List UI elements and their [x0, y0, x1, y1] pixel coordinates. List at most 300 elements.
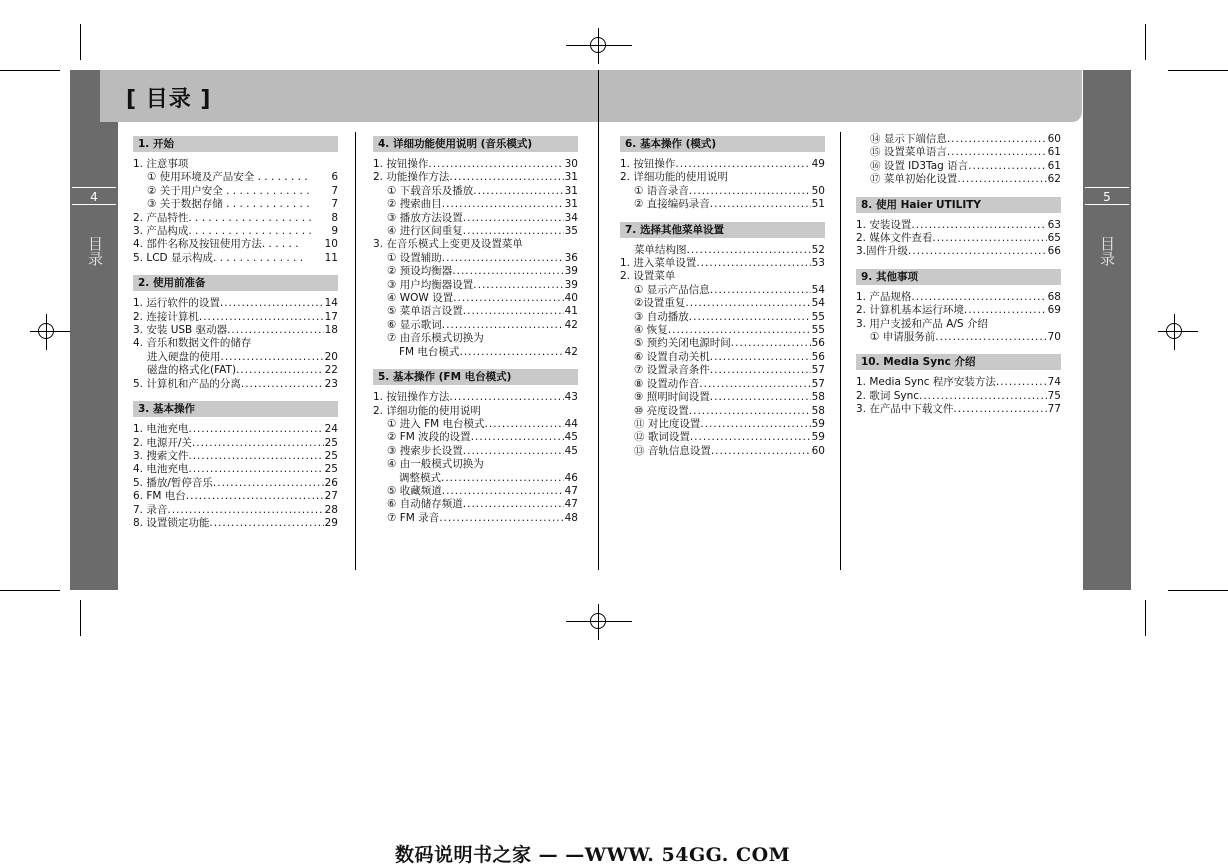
toc-page-number: 46 [564, 471, 578, 484]
toc-entry[interactable] [373, 485, 578, 498]
toc-page-number: 74 [1047, 376, 1061, 389]
toc-page-number: 11 [324, 251, 338, 264]
toc-entry[interactable] [373, 292, 578, 305]
toc-entry-title: 进入硬盘的使用 [147, 350, 221, 363]
toc-entry-title: ③ 用户均衡器设置 [387, 278, 474, 291]
toc-page-number: 54 [811, 297, 825, 310]
toc-page-number: 69 [1047, 304, 1061, 317]
toc-entry[interactable] [620, 431, 825, 444]
toc-entry-title: ⑥ 显示歌词 [387, 318, 442, 331]
toc-entry[interactable] [620, 257, 825, 270]
section-heading: 2. 使用前准备 [133, 275, 338, 291]
toc-entry[interactable] [620, 171, 825, 184]
toc-entry[interactable] [133, 238, 338, 251]
toc-entry[interactable] [373, 198, 578, 211]
dot-leader [241, 378, 324, 391]
section-heading: 5. 基本操作 (FM 电台模式) [373, 369, 578, 385]
toc-page-number: 7 [331, 184, 338, 197]
toc-page-number: 50 [811, 184, 825, 197]
toc-entry-title: ②设置重复 [634, 297, 686, 310]
dot-leader [710, 391, 811, 404]
dot-leader [452, 265, 563, 278]
toc-entry[interactable] [856, 376, 1061, 389]
crop-mark [1168, 590, 1228, 591]
toc-page-number: 77 [1047, 403, 1061, 416]
toc-entry[interactable] [620, 297, 825, 310]
toc-page-number: 26 [324, 476, 338, 489]
toc-entry-title: ⑩ 亮度设置 [634, 404, 689, 417]
toc-entry[interactable] [373, 391, 578, 404]
toc-entry-title: ② 关于用户安全 . . . . . . . . . . . . . [147, 184, 310, 197]
toc-entry-title: 调整模式 [399, 471, 441, 484]
toc-entry[interactable] [373, 238, 578, 251]
toc-entry[interactable] [620, 244, 825, 257]
toc-entry-title: 1. Media Sync 程序安装方法 [856, 376, 996, 389]
dot-leader [442, 198, 564, 211]
toc-page-number: 42 [564, 345, 578, 358]
toc-entry[interactable] [620, 185, 825, 198]
dot-leader [192, 437, 324, 450]
toc-page-number: 29 [324, 516, 338, 529]
dot-leader [428, 158, 563, 171]
toc-entry[interactable] [133, 504, 338, 517]
toc-page-number: 28 [324, 503, 338, 516]
column-divider [598, 70, 599, 570]
toc-page-number: 51 [811, 198, 825, 211]
toc-page-number: 40 [564, 292, 578, 305]
toc-entry-title: 4. 部件名称及按钮使用方法. . . . . . [133, 238, 299, 251]
toc-page-number: 65 [1047, 232, 1061, 245]
dot-leader [711, 445, 811, 458]
toc-entry-title: ③ 自动播放 [634, 310, 689, 323]
toc-entry[interactable] [133, 437, 338, 450]
toc-entry[interactable] [620, 351, 825, 364]
toc-entry[interactable] [373, 346, 578, 359]
toc-entry-title: ⑫ 歌词设置 [634, 431, 690, 444]
toc-page-number: 23 [324, 377, 338, 390]
toc-page-number: 35 [564, 225, 578, 238]
toc-page-number: 10 [324, 238, 338, 251]
toc-entry-title: ⑦ 设置录音条件 [634, 364, 710, 377]
dot-leader [471, 431, 564, 444]
dot-leader [441, 472, 564, 485]
toc-section [856, 354, 1061, 416]
toc-entry-title: 7. 录音 [133, 503, 168, 516]
dot-leader [209, 517, 323, 530]
toc-entry-title: 1. 按钮操作 [620, 158, 676, 170]
toc-entry[interactable] [133, 297, 338, 310]
section-heading: 6. 基本操作 (模式) [620, 136, 825, 152]
toc-page-number: 17 [324, 310, 338, 323]
toc-entry-title: 1. 按钮操作方法 [373, 391, 450, 404]
toc-entry[interactable] [856, 173, 1061, 186]
dot-leader [213, 477, 324, 490]
dot-leader [935, 331, 1046, 344]
toc-entry-title: ① 进入 FM 电台模式 [387, 417, 485, 430]
toc-page-number [484, 332, 485, 345]
toc-entry[interactable] [133, 225, 338, 238]
toc-entry-title: ⑯ 设置 ID3Tag 语言 [870, 159, 969, 172]
toc-entry[interactable] [856, 390, 1061, 403]
toc-entry[interactable] [856, 304, 1061, 317]
toc-entry[interactable] [620, 158, 825, 171]
crop-mark [1145, 24, 1146, 60]
toc-entry[interactable] [620, 391, 825, 404]
dot-leader [968, 160, 1046, 173]
toc-page-number: 20 [324, 350, 338, 363]
dot-leader [700, 418, 810, 431]
dot-leader [453, 292, 564, 305]
toc-entry[interactable] [373, 185, 578, 198]
toc-entry[interactable] [620, 270, 825, 283]
toc-page-number: 7 [331, 198, 338, 211]
toc-page-number: 41 [564, 305, 578, 318]
toc-entry-title: ① 语音录音 [634, 184, 689, 197]
toc-page-number: 9 [331, 225, 338, 238]
toc-entry-title: ② 直接编码录音 [634, 198, 710, 211]
dot-leader [964, 304, 1047, 317]
toc-entry[interactable] [856, 146, 1061, 159]
toc-page-number: 63 [1047, 218, 1061, 231]
toc-page-number: 25 [324, 449, 338, 462]
toc-entry-title: ③ 播放方法设置 [387, 211, 463, 224]
toc-page-number: 27 [324, 490, 338, 503]
toc-page-number [675, 270, 676, 283]
toc-entry-title: 1. 按钮操作 [373, 158, 429, 170]
dot-leader [463, 305, 564, 318]
toc-entry[interactable] [133, 185, 338, 198]
toc-entry-title: ② 预设均衡器 [387, 265, 453, 278]
dot-leader [911, 291, 1046, 304]
crop-mark [80, 24, 81, 60]
toc-entry[interactable] [133, 212, 338, 225]
crop-mark [0, 590, 60, 591]
toc-entry[interactable] [133, 337, 338, 350]
toc-entry[interactable] [133, 311, 338, 324]
toc-entry[interactable] [373, 319, 578, 332]
dot-leader [675, 158, 810, 171]
toc-entry[interactable] [133, 364, 338, 377]
dot-leader [473, 185, 563, 198]
toc-entry[interactable] [373, 171, 578, 184]
toc-page-number: 55 [811, 324, 825, 337]
toc-entry-title: ④ 恢复 [634, 324, 668, 337]
toc-entry[interactable] [620, 198, 825, 211]
toc-column-1 [133, 136, 338, 540]
toc-page-number: 36 [564, 251, 578, 264]
toc-entry[interactable] [133, 171, 338, 184]
toc-entry-title: ⑤ 预约关闭电源时间 [634, 337, 731, 350]
section-heading: 10. Media Sync 介绍 [856, 354, 1061, 370]
dot-leader [236, 364, 324, 377]
toc-entry[interactable] [620, 405, 825, 418]
toc-entry[interactable] [133, 477, 338, 490]
toc-entry-title: 4. 电池充电 [133, 463, 189, 476]
toc-page-number: 48 [564, 511, 578, 524]
dot-leader [463, 212, 564, 225]
toc-page-number [988, 318, 989, 331]
side-label-right: 目录 [1098, 236, 1116, 266]
toc-entry[interactable] [856, 219, 1061, 232]
toc-entry[interactable] [133, 351, 338, 364]
toc-section [856, 197, 1061, 259]
dot-leader [710, 198, 811, 211]
dot-leader [473, 279, 563, 292]
dot-leader [442, 252, 564, 265]
toc-entry-title: 2. 连接计算机 [133, 310, 199, 323]
dot-leader [442, 319, 564, 332]
toc-entry[interactable] [856, 318, 1061, 331]
toc-entry[interactable] [620, 311, 825, 324]
toc-page-number: 34 [564, 211, 578, 224]
toc-entry[interactable] [133, 198, 338, 211]
toc-entry[interactable] [373, 418, 578, 431]
dot-leader [699, 378, 810, 391]
toc-entry[interactable] [856, 160, 1061, 173]
side-label-left: 目录 [86, 236, 104, 266]
toc-entry[interactable] [856, 291, 1061, 304]
toc-entry[interactable] [856, 331, 1061, 344]
dot-leader [687, 244, 811, 257]
toc-entry-title: 1. 注意事项 [133, 158, 189, 170]
header-band [100, 70, 1082, 122]
toc-page-number [251, 337, 252, 350]
column-divider [355, 132, 356, 570]
toc-entry[interactable] [133, 450, 338, 463]
left-side-bar [70, 70, 118, 590]
toc-entry[interactable] [133, 378, 338, 391]
dot-leader [439, 512, 563, 525]
toc-entry-title: 3. 在产品中下载文件 [856, 403, 954, 416]
toc-entry-title: ⑮ 设置菜单语言 [870, 146, 947, 159]
toc-page-number: 60 [811, 444, 825, 457]
section-heading: 4. 详细功能使用说明 (音乐模式) [373, 136, 578, 152]
crop-mark [0, 70, 60, 71]
toc-entry-title: 3. 安装 USB 驱动器 [133, 324, 228, 337]
dot-leader [463, 225, 564, 238]
toc-entry-title: ⑨ 照明时间设置 [634, 391, 710, 404]
dot-leader [668, 324, 811, 337]
toc-entry-title: ⑭ 显示下端信息 [870, 133, 947, 145]
toc-entry-title: ⑤ 收藏频道 [387, 484, 442, 497]
toc-page-number: 53 [811, 257, 825, 270]
toc-entry-title: 5. 播放/暂停音乐 [133, 476, 213, 489]
toc-page-number [481, 405, 482, 418]
toc-entry-title: ① 申请服务前 [870, 331, 936, 344]
toc-page-number: 39 [564, 278, 578, 291]
page-title: [ 目录 ] [126, 87, 212, 112]
toc-entry-title: 3. 用户支援和产品 A/S 介绍 [856, 317, 988, 330]
crop-mark [1145, 600, 1146, 636]
toc-entry[interactable] [373, 279, 578, 292]
toc-entry[interactable] [133, 252, 338, 265]
toc-page-number: 45 [564, 444, 578, 457]
dot-leader [689, 405, 811, 418]
toc-entry-title: ② FM 波段的设置 [387, 431, 471, 444]
toc-page-number: 31 [564, 184, 578, 197]
toc-entry[interactable] [373, 225, 578, 238]
toc-entry-title: 2. 详细功能的使用说明 [620, 171, 728, 184]
toc-entry-title: ⑥ 自动储存频道 [387, 498, 463, 511]
toc-entry-title: ③ 关于数据存储 . . . . . . . . . . . . . [147, 198, 310, 211]
toc-entry[interactable] [620, 378, 825, 391]
toc-page-number: 43 [564, 391, 578, 404]
toc-page-number: 58 [811, 391, 825, 404]
toc-page-number: 61 [1047, 146, 1061, 159]
toc-entry[interactable] [373, 512, 578, 525]
crosshair-mark [590, 37, 606, 53]
toc-entry-title: 2. 歌词 Sync [856, 389, 919, 402]
toc-page-number [188, 158, 189, 171]
dot-leader [449, 391, 563, 404]
toc-page-number: 30 [564, 158, 578, 170]
toc-entry[interactable] [373, 445, 578, 458]
toc-entry[interactable] [620, 418, 825, 431]
toc-page-number: 31 [564, 198, 578, 211]
toc-section [133, 136, 338, 265]
toc-entry[interactable] [373, 405, 578, 418]
toc-entry[interactable] [133, 423, 338, 436]
toc-entry[interactable] [620, 284, 825, 297]
section-heading: 8. 使用 Haier UTILITY [856, 197, 1061, 213]
toc-entry[interactable] [620, 364, 825, 377]
toc-entry[interactable] [373, 305, 578, 318]
dot-leader [449, 171, 563, 184]
toc-entry[interactable] [373, 458, 578, 471]
toc-entry[interactable] [620, 337, 825, 350]
toc-entry-title: ③ 搜索步长设置 [387, 444, 463, 457]
toc-entry-title: 6. FM 电台 [133, 490, 186, 503]
toc-entry-title: ④ 进行区间重复 [387, 225, 463, 238]
toc-entry[interactable] [856, 403, 1061, 416]
toc-entry-title: 4. 音乐和数据文件的储存 [133, 337, 252, 350]
toc-entry[interactable] [856, 133, 1061, 146]
toc-entry[interactable] [620, 445, 825, 458]
toc-entry-title: ⑥ 设置自动关机 [634, 350, 710, 363]
toc-page-number: 24 [324, 423, 338, 436]
toc-page-number: 22 [324, 364, 338, 377]
toc-entry[interactable] [856, 245, 1061, 258]
toc-entry-title: 1. 电池充电 [133, 423, 189, 436]
dot-leader [932, 232, 1046, 245]
toc-page-number: 61 [1047, 159, 1061, 172]
dot-leader [221, 351, 324, 364]
crosshair-mark [1166, 323, 1182, 339]
toc-entry[interactable] [133, 324, 338, 337]
section-heading: 9. 其他事项 [856, 269, 1061, 285]
toc-page-number [728, 171, 729, 184]
toc-entry[interactable] [373, 472, 578, 485]
toc-column-4 [856, 133, 1061, 427]
crosshair-mark [590, 613, 606, 629]
toc-page-number [523, 238, 524, 251]
toc-entry[interactable] [133, 490, 338, 503]
toc-entry-title: 2. 计算机基本运行环境 [856, 304, 964, 317]
toc-entry[interactable] [373, 431, 578, 444]
toc-entry[interactable] [373, 158, 578, 171]
toc-section [133, 275, 338, 391]
toc-entry-title: 磁盘的格式化(FAT) [147, 364, 237, 377]
toc-page-number: 58 [811, 404, 825, 417]
toc-page-number: 39 [564, 265, 578, 278]
dot-leader [947, 146, 1047, 159]
footer-watermark: 数码说明书之家 — —WWW. 54GG. COM [395, 844, 791, 866]
toc-entry-title: ① 下载音乐及播放 [387, 184, 474, 197]
toc-page-number: 57 [811, 364, 825, 377]
toc-entry[interactable] [856, 232, 1061, 245]
toc-entry-title: ⑬ 音轨信息设置 [634, 444, 711, 457]
toc-page-number: 56 [811, 350, 825, 363]
toc-page-number: 54 [811, 283, 825, 296]
toc-entry-title: ⑰ 菜单初始化设置 [870, 173, 958, 186]
toc-page-number: 52 [811, 243, 825, 256]
dot-leader [188, 450, 323, 463]
toc-entry[interactable] [133, 463, 338, 476]
toc-section [856, 133, 1061, 187]
crop-mark [1168, 70, 1228, 71]
dot-leader [442, 485, 564, 498]
toc-entry-title: ⑤ 菜单语言设置 [387, 305, 463, 318]
crosshair-mark [38, 323, 54, 339]
toc-entry-title: 2. 电源开/关 [133, 436, 192, 449]
section-heading: 1. 开始 [133, 136, 338, 152]
page-number-left: 4 [72, 187, 116, 205]
dot-leader [919, 390, 1047, 403]
toc-entry-title: 菜单结构图 [634, 243, 687, 256]
toc-entry-title: ⑦ 由音乐模式切换为 [387, 332, 484, 345]
toc-entry-title: ② 搜索曲目 [387, 198, 442, 211]
toc-entry-title: 2. 媒体文件查看 [856, 232, 933, 245]
dot-leader [947, 133, 1047, 146]
toc-entry[interactable] [373, 332, 578, 345]
toc-entry[interactable] [373, 498, 578, 511]
dot-leader [953, 403, 1046, 416]
toc-entry[interactable] [133, 158, 338, 171]
toc-entry-title: 2. 设置菜单 [620, 270, 676, 283]
toc-entry-title: FM 电台模式 [399, 345, 460, 358]
dot-leader [459, 346, 563, 359]
toc-entry[interactable] [373, 212, 578, 225]
toc-entry[interactable] [373, 252, 578, 265]
toc-page-number: 49 [811, 158, 825, 170]
section-heading: 7. 选择其他菜单设置 [620, 222, 825, 238]
toc-entry-title: 1. 安装设置 [856, 218, 912, 231]
dot-leader [957, 173, 1046, 186]
dot-leader [690, 431, 811, 444]
toc-page-number: 55 [811, 310, 825, 323]
toc-page-number: 66 [1047, 245, 1061, 258]
toc-page-number: 18 [324, 324, 338, 337]
toc-entry[interactable] [373, 265, 578, 278]
right-side-bar [1083, 70, 1131, 590]
dot-leader [911, 219, 1046, 232]
toc-page-number: 59 [811, 431, 825, 444]
toc-page-number: 14 [324, 297, 338, 310]
toc-section [620, 136, 825, 212]
toc-section [133, 401, 338, 530]
crop-mark [80, 600, 81, 636]
toc-entry[interactable] [133, 517, 338, 530]
toc-entry-title: 3. 搜索文件 [133, 449, 189, 462]
toc-page-number: 70 [1047, 331, 1061, 344]
toc-entry-title: ⑦ FM 录音 [387, 511, 440, 524]
toc-column-3 [620, 136, 825, 468]
toc-entry-title: 8. 设置锁定功能 [133, 516, 210, 529]
toc-entry-title: 5. LCD 显示构成. . . . . . . . . . . . . . [133, 251, 304, 264]
toc-entry[interactable] [620, 324, 825, 337]
toc-entry-title: ① 使用环境及产品安全 . . . . . . . . [147, 171, 308, 184]
dot-leader [685, 297, 810, 310]
